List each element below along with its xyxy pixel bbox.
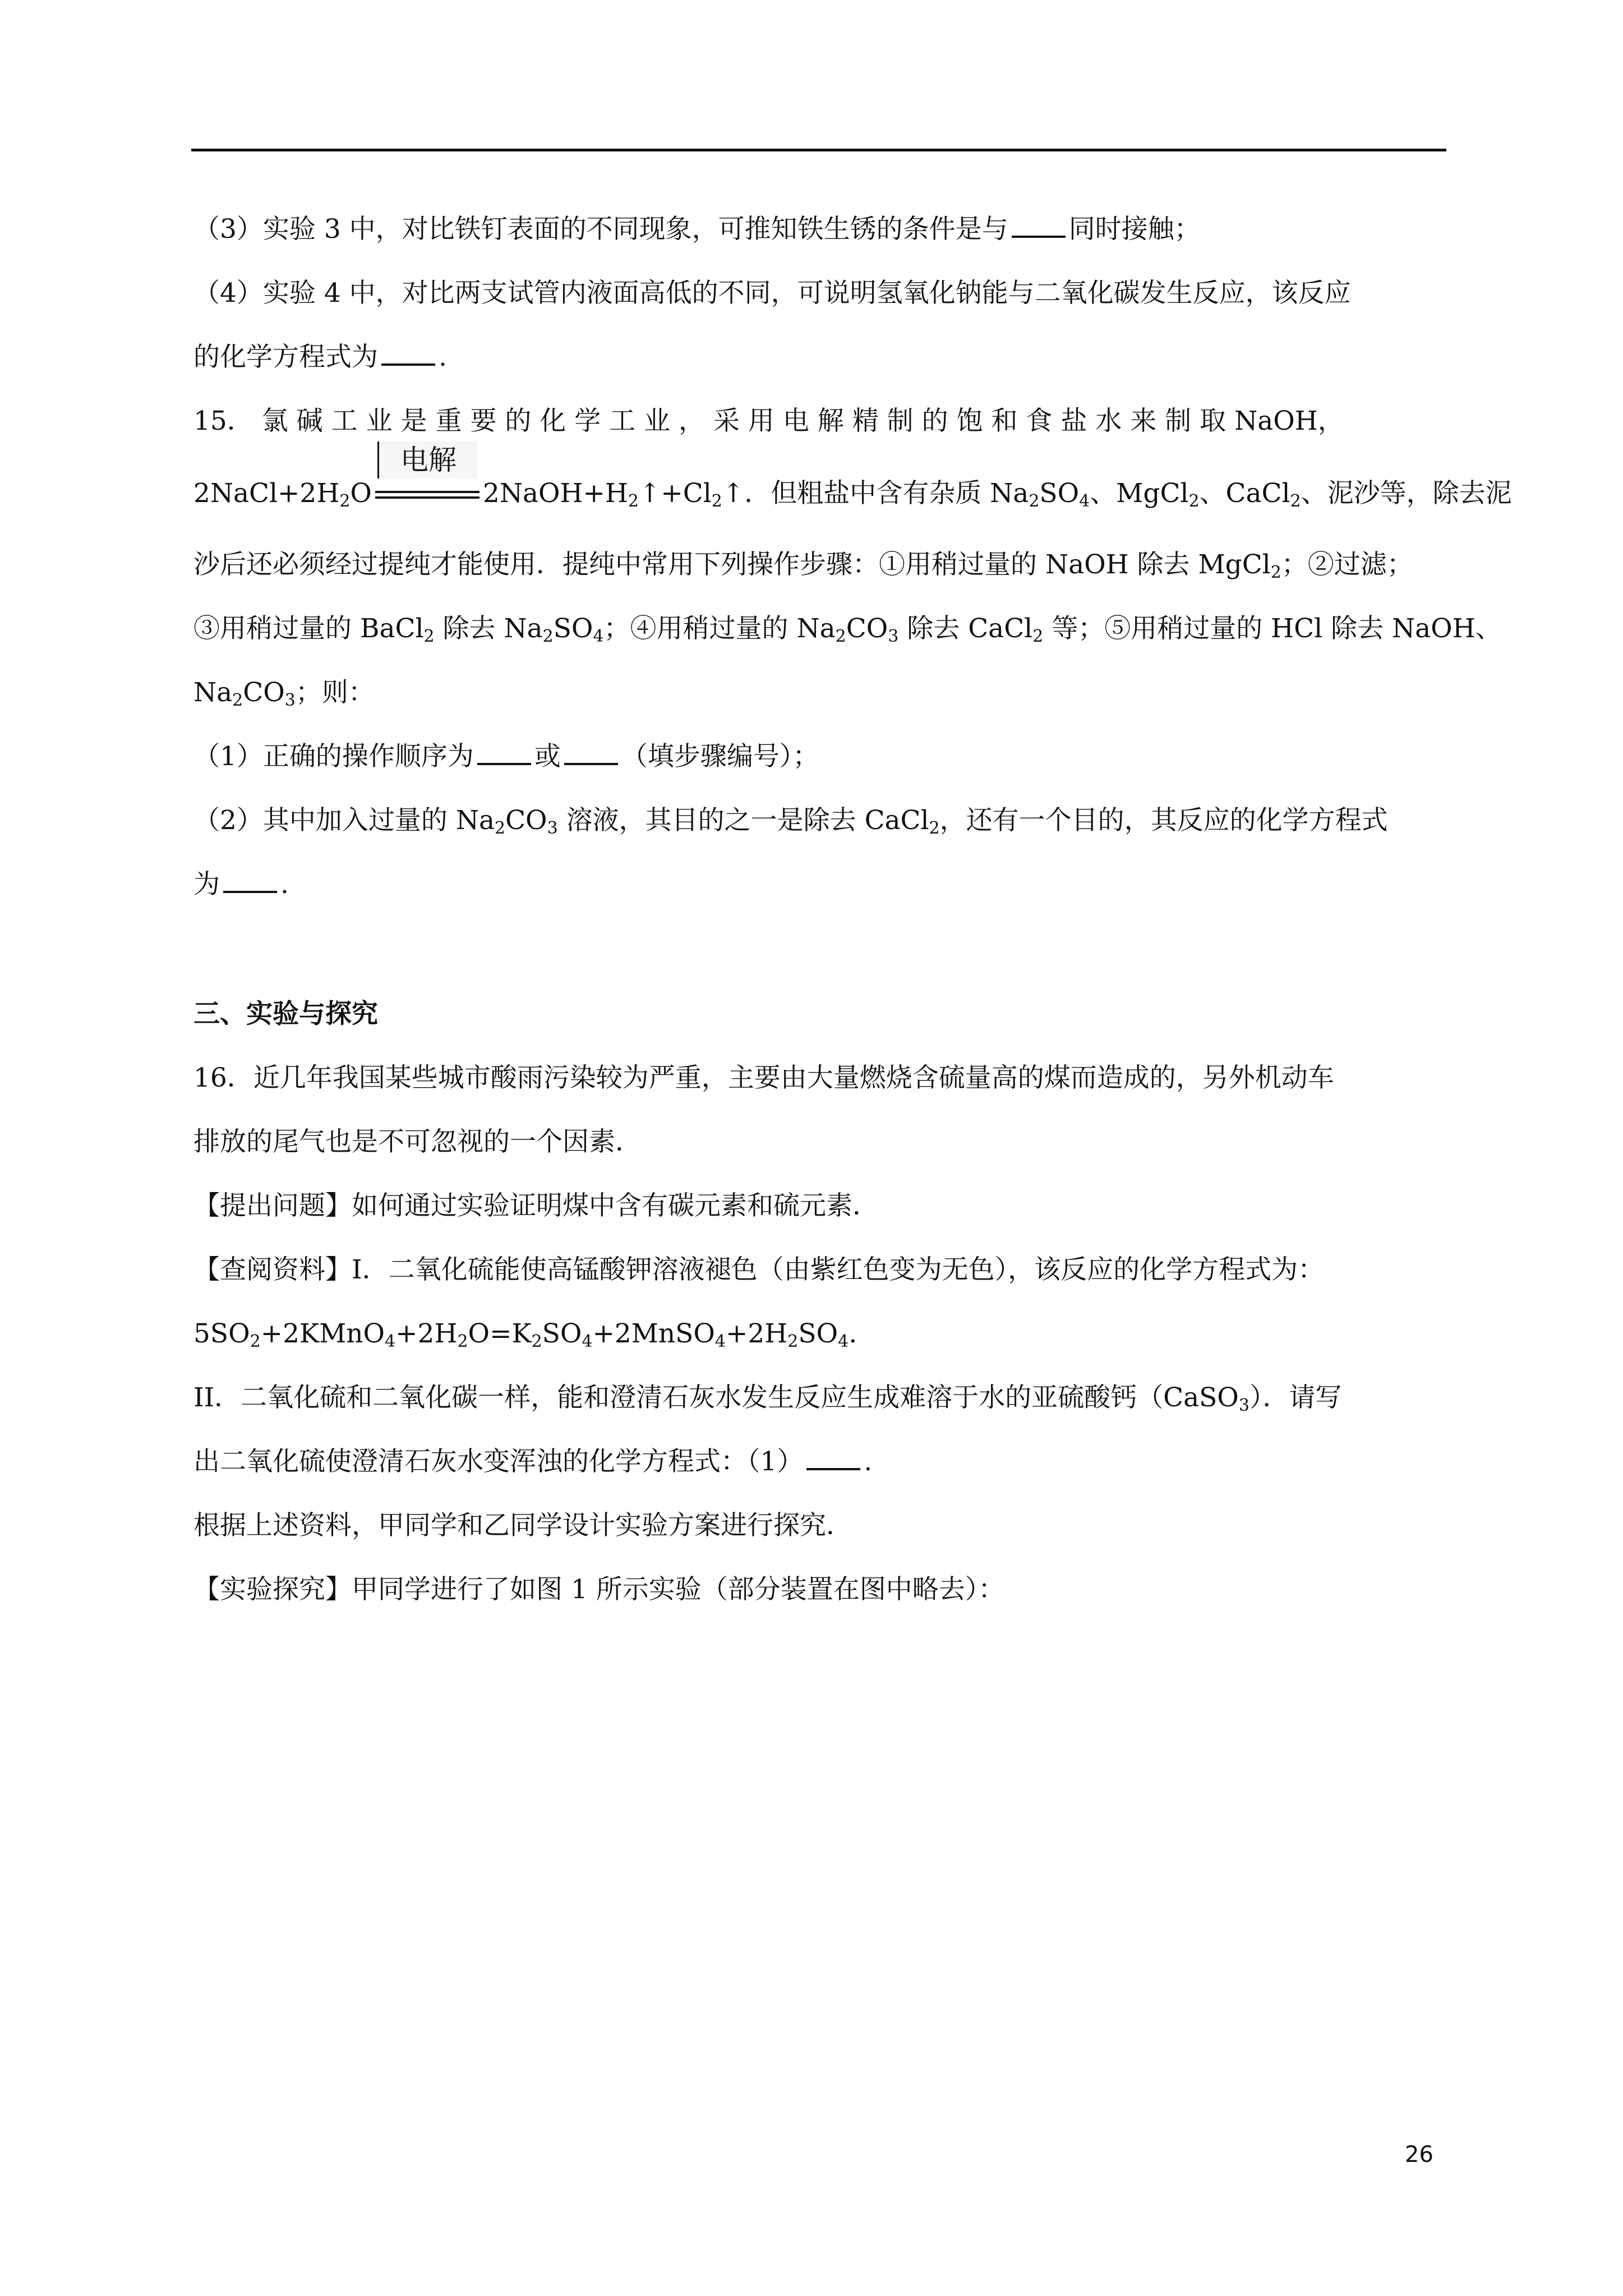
eq-text: ↑+Cl <box>639 478 712 509</box>
eq-sub: 2 <box>1029 491 1040 511</box>
eq-text: +2KMnO <box>260 1318 385 1349</box>
steps-sub: 4 <box>593 627 604 646</box>
steps-text: 等；⑤用稍过量的 HCl 除去 NaOH、 <box>1043 613 1502 644</box>
q15-steps-line2 <box>193 611 1502 647</box>
answer-blank <box>223 891 277 893</box>
q15-part2-line2 <box>193 867 1450 903</box>
steps-text: ；④用稍过量的 Na <box>603 613 836 644</box>
eq-text: 2NaCl+2H <box>193 478 340 509</box>
q16-design: 根据上述资料，甲同学和乙同学设计实验方案进行探究． <box>193 1510 852 1541</box>
steps-sub: 2 <box>232 691 243 710</box>
q16-line1: 16．近几年我国某些城市酸雨污染较为严重，主要由大量燃烧含硫量高的煤而造成的，另外机动车 <box>193 1062 1334 1093</box>
steps-sub: 2 <box>423 627 435 646</box>
steps-sub: 3 <box>888 627 899 646</box>
q14-part3-text: （3）实验 3 中，对比铁钉表面的不同现象，可推知铁生锈的条件是与 <box>193 214 1008 245</box>
q14-part4-line1: （4）实验 4 中，对比两支试管内液面高低的不同，可说明氢氧化钠能与二氧化碳发生反应，该反应 <box>193 278 1351 309</box>
steps-text: CO <box>846 613 888 644</box>
steps-text: 沙后还必须经过提纯才能使用．提纯中常用下列操作步骤：①用稍过量的 NaOH 除去 MgCl <box>193 549 1271 580</box>
eq-sub: 2 <box>787 1332 799 1351</box>
answer-blank <box>1012 236 1066 238</box>
eq-text: . <box>849 1318 857 1349</box>
answer-blank <box>564 763 618 765</box>
q15-part2-sub: 3 <box>547 818 558 838</box>
info2-text: ）．请写 <box>1249 1382 1342 1413</box>
q15-steps-line1 <box>193 547 1450 583</box>
eq-sub: 4 <box>1079 491 1090 511</box>
info2-text: II．二氧化硫和二氧化碳一样，能和澄清石灰水发生反应生成难溶于水的亚硫酸钙（CaSO <box>193 1382 1239 1413</box>
eq-text: +2H <box>395 1318 458 1349</box>
eq-sub: 2 <box>531 1332 542 1351</box>
eq-text: 、CaCl <box>1199 478 1290 509</box>
q15-part2-text: . <box>280 869 289 900</box>
q15-part2-sub: 2 <box>495 818 506 838</box>
eq-sub: 2 <box>1290 491 1301 511</box>
eq-text: O=K <box>468 1318 532 1349</box>
eq-bar <box>375 496 479 499</box>
eq-text: 、MgCl <box>1090 478 1189 509</box>
q16-info2-line1 <box>193 1380 1450 1416</box>
eq-text: SO <box>542 1318 582 1349</box>
q16-question: 【提出问题】如何通过实验证明煤中含有碳元素和硫元素． <box>193 1190 879 1221</box>
eq-sub: 4 <box>838 1332 849 1351</box>
eq-text: O <box>350 478 372 509</box>
q15-steps-line3 <box>193 675 1450 711</box>
q15-part2-text: ，还有一个目的，其反应的化学方程式 <box>939 805 1388 836</box>
steps-text: ③用稍过量的 BaCl <box>193 613 424 644</box>
eq-text: +2MnSO <box>592 1318 715 1349</box>
steps-text: ；则： <box>295 677 375 708</box>
steps-sub: 2 <box>1032 627 1044 646</box>
q15-part1-text: （1）正确的操作顺序为 <box>193 741 474 772</box>
q15-part1-text: （填步骤编号）； <box>621 741 819 772</box>
eq-sub: 2 <box>339 491 351 511</box>
eq-sub: 4 <box>714 1332 726 1351</box>
eq-text: SO <box>1039 478 1080 509</box>
q15-equation-line <box>193 444 1512 513</box>
eq-text: ↑．但粗盐中含有杂质 Na <box>722 478 1029 509</box>
steps-text: 除去 Na <box>434 613 543 644</box>
steps-text: CO <box>243 677 285 708</box>
steps-sub: 2 <box>542 627 554 646</box>
q15-part2-text: 溶液，其目的之一是除去 CaCl <box>557 805 929 836</box>
q15-part1-text: 或 <box>534 741 561 772</box>
condition-label: 电解 <box>377 441 478 478</box>
steps-sub: 2 <box>1270 563 1281 582</box>
q15-part2-line1 <box>193 803 1450 839</box>
q16-info1: 【查阅资料】I．二氧化硫能使高锰酸钾溶液褪色（由紫红色变为无色），该反应的化学方程式为： <box>193 1254 1325 1285</box>
q16-info2-line2 <box>193 1444 1450 1480</box>
q14-part4-text: 的化学方程式为 <box>193 342 378 372</box>
q14-part3 <box>193 211 1450 247</box>
answer-blank <box>806 1468 860 1470</box>
eq-text: +2H <box>726 1318 788 1349</box>
answer-blank <box>477 763 531 765</box>
answer-blank <box>381 364 435 366</box>
steps-text: SO <box>553 613 593 644</box>
eq-sub: 4 <box>582 1332 593 1351</box>
q16-line2: 排放的尾气也是不可忽视的一个因素． <box>193 1126 642 1157</box>
q15-part2-text: CO <box>505 805 547 836</box>
eq-text: 、泥沙等，除去泥 <box>1301 478 1512 509</box>
eq-sub: 2 <box>628 491 639 511</box>
eq-sub: 2 <box>457 1332 468 1351</box>
info2-sub: 3 <box>1238 1396 1249 1415</box>
eq-sub: 4 <box>385 1332 396 1351</box>
q14-part4-text-end: . <box>439 342 447 372</box>
q15-part2-text: （2）其中加入过量的 Na <box>193 805 495 836</box>
eq-sub: 2 <box>250 1332 261 1351</box>
steps-text: 除去 CaCl <box>898 613 1033 644</box>
q15-part1 <box>193 739 1450 775</box>
eq-bar <box>375 491 479 493</box>
eq-sub: 2 <box>711 491 722 511</box>
q16-explore: 【实验探究】甲同学进行了如图 1 所示实验（部分装置在图中略去）： <box>193 1574 1005 1605</box>
steps-sub: 2 <box>835 627 846 646</box>
info2-text: 出二氧化硫使澄清石灰水变浑浊的化学方程式：（1） <box>193 1446 804 1477</box>
steps-text: Na <box>193 677 233 708</box>
eq-text: 2NaOH+H <box>482 478 628 509</box>
q14-part4-line2 <box>193 339 1450 375</box>
q16-equation <box>193 1316 1450 1352</box>
eq-text: 5SO <box>193 1318 250 1349</box>
electrolysis-condition <box>375 444 479 513</box>
q15-part2-text: 为 <box>193 869 220 900</box>
q15-part2-sub: 2 <box>929 818 940 838</box>
steps-sub: 3 <box>284 691 296 710</box>
header-rule <box>191 149 1446 151</box>
page-number: 26 <box>1405 2142 1433 2168</box>
q15-intro: 15． 氯 碱 工 业 是 重 要 的 化 学 工 业 ， 采 用 电 解 精 制 的 饱 和 食 盐 水 来 制 取 NaOH， <box>193 406 1344 436</box>
eq-sub: 2 <box>1188 491 1200 511</box>
eq-text: SO <box>798 1318 838 1349</box>
steps-text: ；②过滤； <box>1281 549 1413 580</box>
section-heading: 三、实验与探究 <box>193 999 378 1029</box>
q14-part3-text-end: 同时接触； <box>1068 214 1201 245</box>
info2-text: . <box>864 1446 873 1477</box>
